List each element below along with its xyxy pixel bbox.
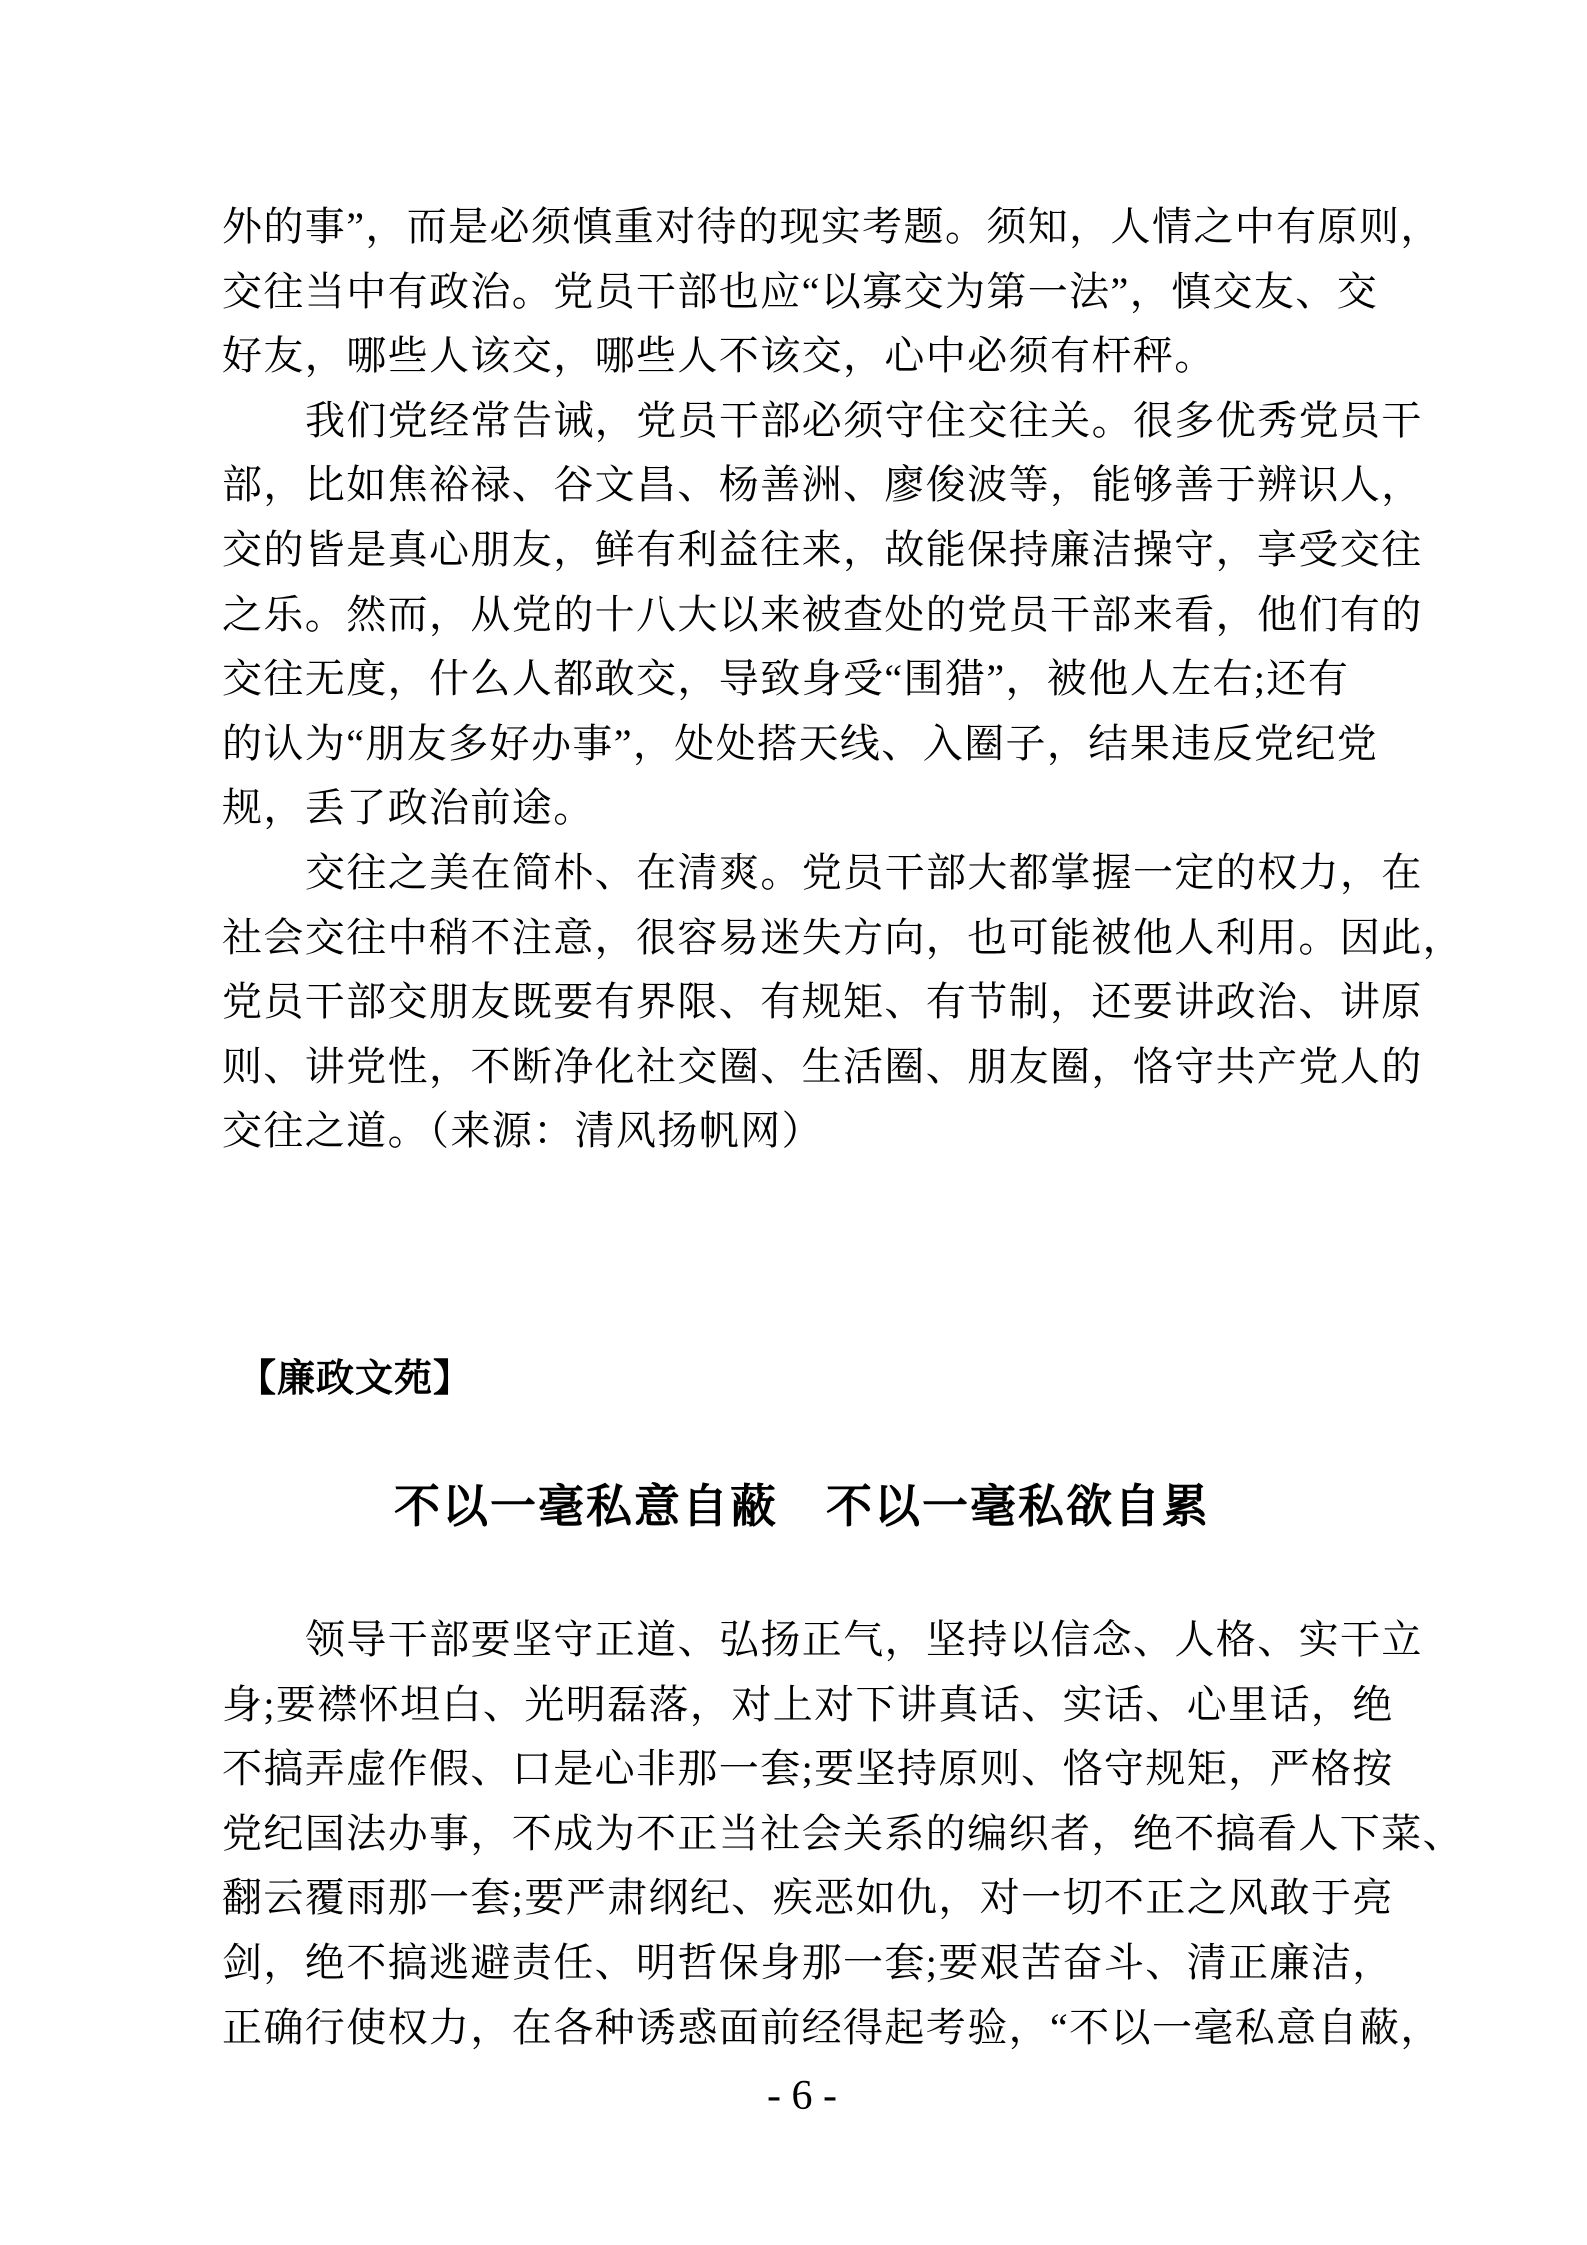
paragraph [222,841,1464,1164]
article-title: 不以一毫私意自蔽 不以一毫私欲自累 [394,1480,1210,1532]
page-number: - 6 - [767,2073,837,2119]
article-body-text [222,1608,1464,2060]
paragraph [222,1608,1464,2060]
text-line: 规，丢了政治前途。 [222,785,595,831]
column-header: 【廉政文苑】 [238,1358,473,1400]
text-line: 交往之道。（来源：清风扬帆网） [222,1108,823,1154]
text-line: 交往当中有政治。党员干部也应“以寡交为第一法”，慎交友、交 [222,268,1379,314]
text-line: 交的皆是真心朋友，鲜有利益往来，故能保持廉洁操守，享受交往 [222,526,1423,572]
text-line: 剑，绝不搞逃避责任、明哲保身那一套;要艰苦奋斗、清正廉洁， [222,1939,1394,1985]
article-continuation-text [222,195,1464,1164]
text-line: 的认为“朋友多好办事”，处处搭天线、入圈子，结果违反党纪党 [222,720,1379,766]
text-line: 社会交往中稍不注意，很容易迷失方向，也可能被他人利用。因此， [222,914,1464,960]
text-line: 则、讲党性，不断净化社交圈、生活圈、朋友圈，恪守共产党人的 [222,1043,1423,1089]
text-line: 领导干部要坚守正道、弘扬正气，坚持以信念、人格、实干立 [305,1617,1423,1662]
text-line: 好友，哪些人该交，哪些人不该交，心中必须有杆秤。 [222,333,1216,379]
text-line: 交往之美在简朴、在清爽。党员干部大都掌握一定的权力，在 [305,849,1423,895]
text-line: 翻云覆雨那一套;要严肃纲纪、疾恶如仇，对一切不正之风敢于亮 [222,1875,1394,1921]
text-line: 正确行使权力，在各种诱惑面前经得起考验，“不以一毫私意自蔽， [222,2004,1442,2050]
text-line: 外的事”，而是必须慎重对待的现实考题。须知，人情之中有原则， [222,204,1442,249]
text-line: 不搞弄虚作假、口是心非那一套;要坚持原则、恪守规矩，严格按 [222,1746,1394,1792]
text-line: 我们党经常告诫，党员干部必须守住交往关。很多优秀党员干 [305,397,1423,443]
text-line: 之乐。然而，从党的十八大以来被查处的党员干部来看，他们有的 [222,591,1423,637]
text-line: 部，比如焦裕禄、谷文昌、杨善洲、廖俊波等，能够善于辨识人， [222,462,1423,508]
text-line: 党员干部交朋友既要有界限、有规矩、有节制，还要讲政治、讲原 [222,979,1423,1025]
text-line: 交往无度，什么人都敢交，导致身受“围猎”，被他人左右;还有 [222,656,1350,702]
text-line: 党纪国法办事，不成为不正当社会关系的编织者，绝不搞看人下菜、 [222,1810,1464,1856]
paragraph [222,195,1442,389]
text-line: 身;要襟怀坦白、光明磊落，对上对下讲真话、实话、心里话，绝 [222,1681,1394,1727]
paragraph [222,389,1423,841]
